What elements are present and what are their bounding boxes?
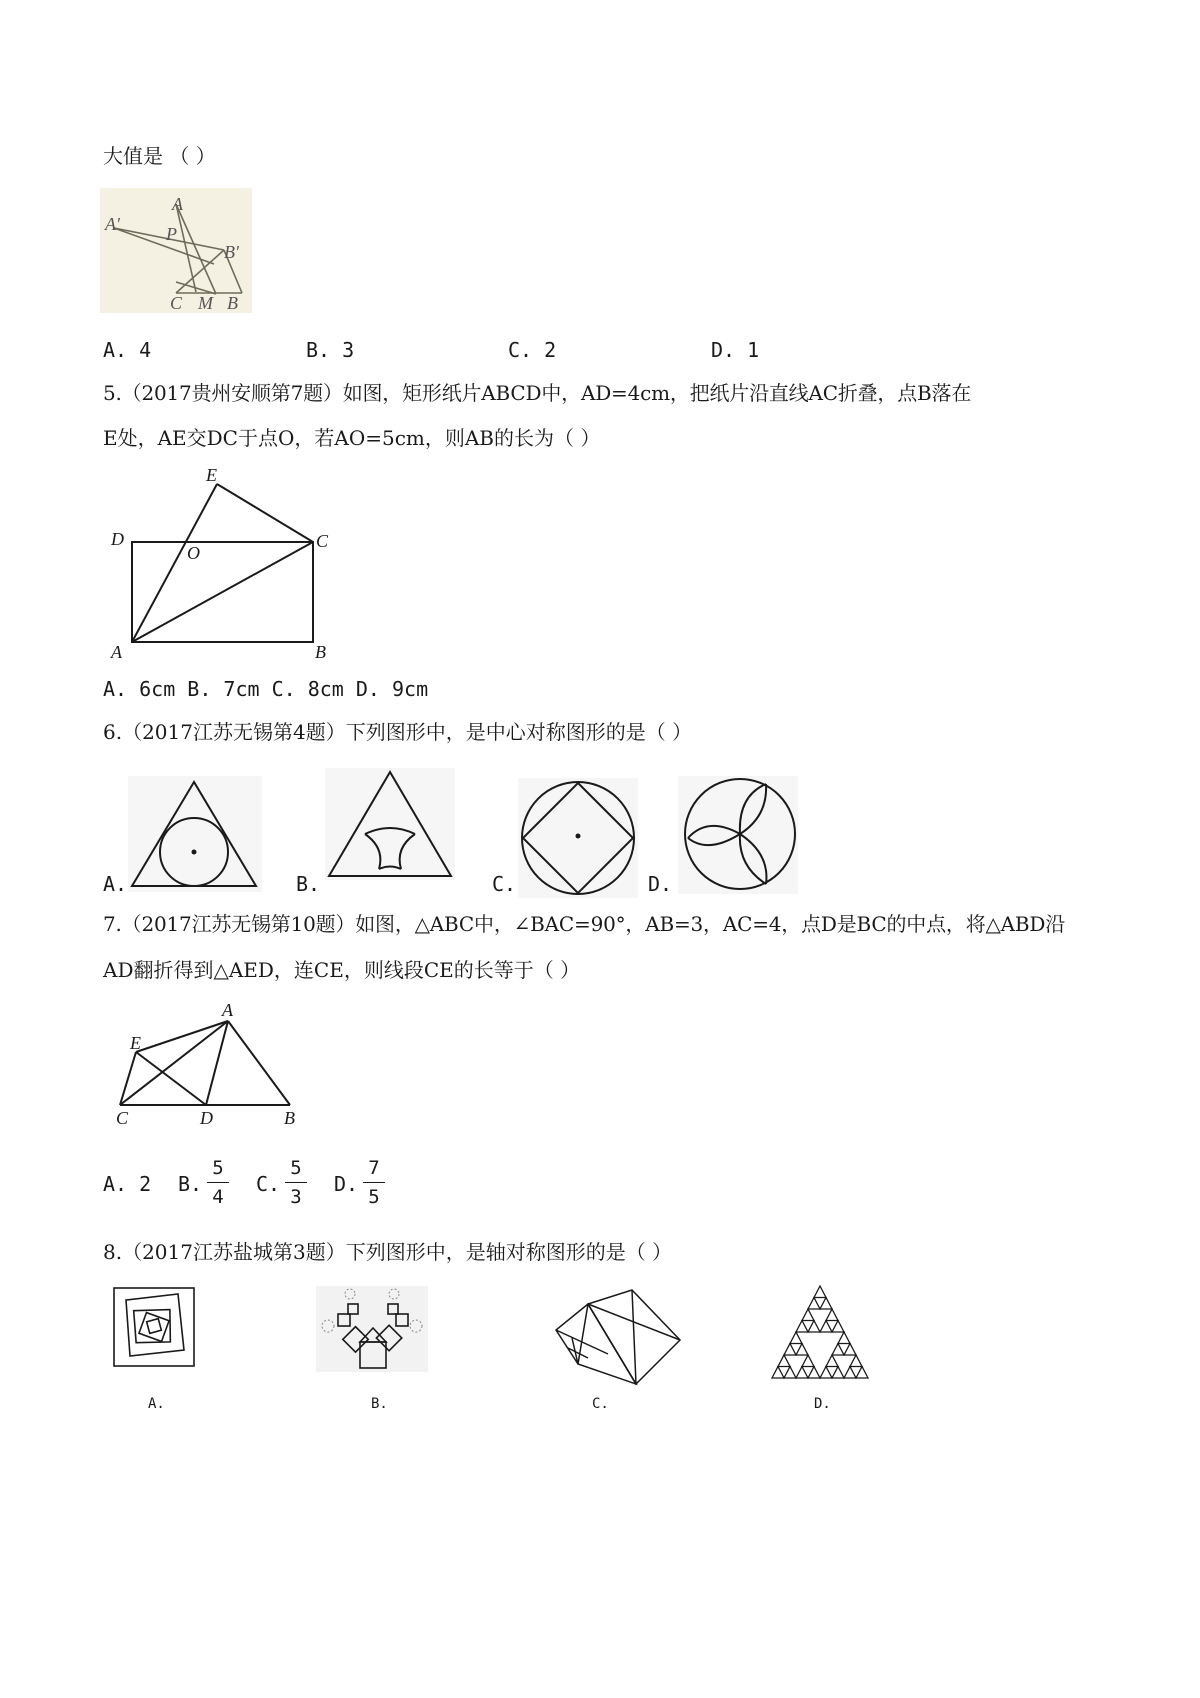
q7-label-e: E (130, 1033, 141, 1053)
q7-stem-line2: AD翻折得到△AED，连CE，则线段CE的长等于（ ） (103, 958, 581, 982)
q4-label-b: B (227, 293, 238, 313)
fraction-bar (285, 1182, 307, 1183)
q4-label-m: M (198, 293, 213, 313)
q7-option-b-denominator: 4 (212, 1186, 224, 1208)
q8-stem: 8.（2017江苏盐城第3题）下列图形中，是轴对称图形的是（ ） (103, 1240, 673, 1264)
q6-figure-c (518, 778, 638, 898)
q5-label-o: O (187, 543, 200, 563)
q7-option-d-fraction (361, 1157, 387, 1208)
q4-option-b: B. 3 (306, 338, 355, 362)
q5-label-e: E (206, 465, 217, 485)
q4-figure (100, 188, 252, 313)
q4-label-a: A (172, 194, 183, 214)
q8-figure-d (770, 1284, 870, 1380)
fraction-bar (363, 1182, 385, 1183)
q5-stem-line1: 5.（2017贵州安顺第7题）如图，矩形纸片ABCD中，AD=4cm，把纸片沿直线AC折叠，点B落在 (103, 381, 972, 405)
q4-option-d: D. 1 (711, 338, 760, 362)
q5-stem-line2: E处，AE交DC于点O，若AO=5cm，则AB的长为（ ） (103, 426, 601, 450)
q7-option-d-numerator: 7 (368, 1157, 380, 1179)
q6-label-d: D. (648, 872, 673, 896)
q5-label-b: B (315, 642, 326, 662)
q7-option-b-fraction (205, 1157, 231, 1208)
q7-stem-line1: 7.（2017江苏无锡第10题）如图，△ABC中，∠BAC=90°，AB=3，AC=4，点D是BC的中点，将△ABD沿 (103, 912, 1066, 936)
q7-option-d-denominator: 5 (368, 1186, 380, 1208)
q4-stem-tail: 大值是 （ ） (103, 144, 216, 168)
q7-option-c-denominator: 3 (290, 1186, 302, 1208)
q4-label-p: P (166, 224, 177, 244)
q4-option-a: A. 4 (103, 338, 152, 362)
q7-label-c: C (116, 1108, 129, 1128)
fraction-bar (207, 1182, 229, 1183)
q7-option-c-fraction (283, 1157, 309, 1208)
q8-figure-c (548, 1284, 682, 1388)
q6-stem: 6.（2017江苏无锡第4题）下列图形中，是中心对称图形的是（ ） (103, 720, 693, 744)
q6-label-b: B. (296, 872, 321, 896)
q5-label-c: C (316, 531, 329, 551)
q5-label-d: D (111, 529, 124, 549)
q7-label-d: D (200, 1108, 213, 1128)
q5-label-a: A (111, 642, 122, 662)
q8-label-c: C. (592, 1396, 609, 1412)
q8-figure-a (112, 1286, 196, 1368)
q6-figure-b (325, 768, 455, 880)
q6-label-c: C. (492, 872, 517, 896)
q4-label-a-prime: A' (105, 214, 120, 234)
q7-option-b-label: B. (178, 1172, 203, 1196)
q7-label-b: B (284, 1108, 295, 1128)
q4-option-c: C. 2 (508, 338, 557, 362)
q6-figure-d (678, 776, 798, 894)
q4-label-b-prime: B' (224, 242, 239, 262)
q6-figure-a (128, 776, 262, 892)
q8-label-b: B. (371, 1396, 388, 1412)
q7-option-b-numerator: 5 (212, 1157, 224, 1179)
q4-label-c: C (170, 293, 183, 313)
q8-label-d: D. (814, 1396, 831, 1412)
q7-figure (110, 998, 310, 1130)
q5-figure (105, 462, 345, 662)
q7-option-c-numerator: 5 (290, 1157, 302, 1179)
q8-label-a: A. (148, 1396, 165, 1412)
q7-option-a: A. 2 (103, 1172, 152, 1196)
q5-options: A. 6cm B. 7cm C. 8cm D. 9cm (103, 677, 429, 701)
q7-option-d-label: D. (334, 1172, 359, 1196)
q7-option-c-label: C. (256, 1172, 281, 1196)
q6-label-a: A. (103, 872, 128, 896)
q7-label-a: A (222, 1000, 233, 1020)
q8-figure-b (316, 1286, 428, 1372)
